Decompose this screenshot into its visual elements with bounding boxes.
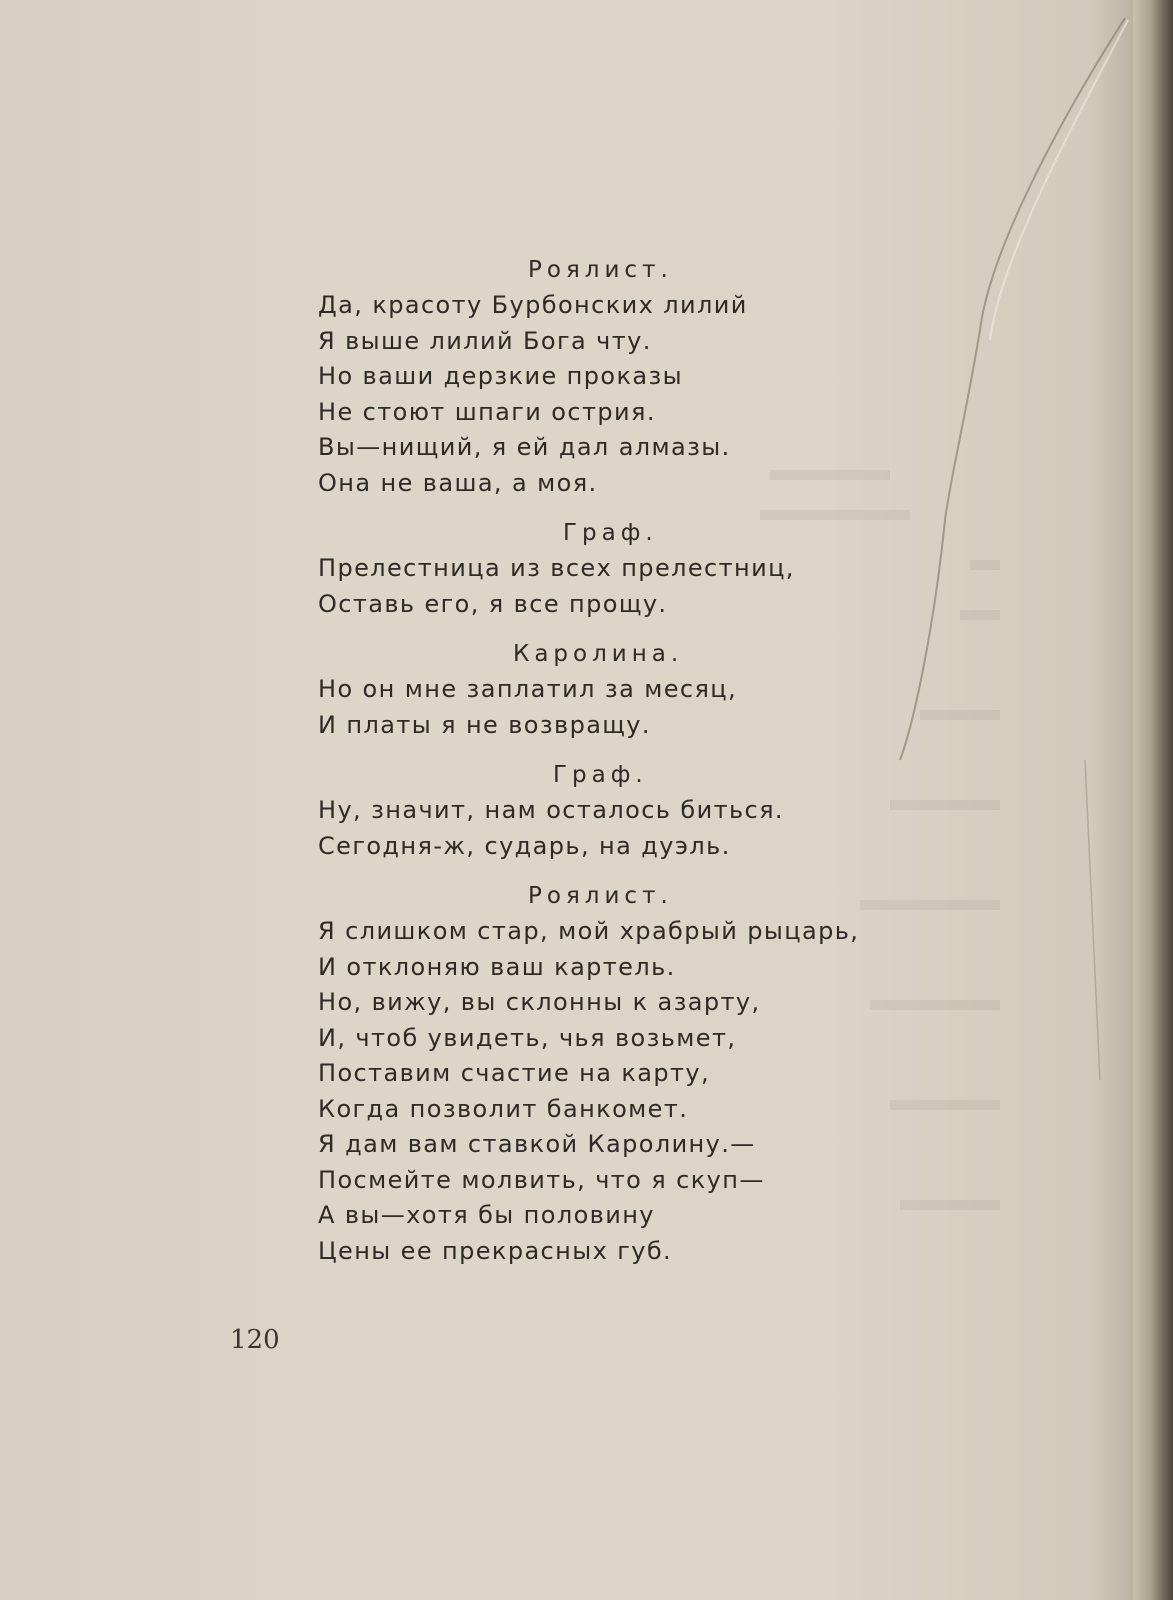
verse-line: Но, вижу, вы склонны к азарту, — [318, 988, 761, 1016]
speaker-heading: Роялист. — [528, 883, 673, 909]
verse-line: Я дам вам ставкой Каролину.— — [318, 1130, 756, 1158]
verse-line: Но ваши дерзкие проказы — [318, 362, 683, 390]
speaker-heading: Граф. — [553, 762, 648, 788]
speaker-heading: Каролина. — [513, 641, 684, 667]
verse-line: Цены ее прекрасных губ. — [318, 1236, 673, 1265]
stanza-gap — [318, 864, 918, 878]
verse-line: Она не ваша, а моя. — [318, 468, 598, 497]
verse-line: Да, красоту Бурбонских лилий — [318, 291, 748, 319]
verse-line: Когда позволит банкомет. — [318, 1094, 689, 1123]
verse-text — [318, 252, 918, 1269]
verse-line: А вы—хотя бы половину — [318, 1201, 655, 1229]
stanza-gap — [318, 622, 918, 636]
verse-line: Прелестница из всех прелестниц, — [318, 554, 795, 582]
stanza-gap — [318, 743, 918, 757]
verse-line: И платы я не возвращу. — [318, 710, 651, 739]
verse-line: Посмейте молвить, что я скуп— — [318, 1165, 765, 1194]
page-number: 120 — [230, 1325, 280, 1355]
verse-line: Вы—нищий, я ей дал алмазы. — [318, 433, 731, 461]
verse-line: Оставь его, я все прощу. — [318, 589, 668, 618]
speaker-heading: Граф. — [563, 520, 658, 546]
stanza-gap — [318, 501, 918, 515]
speaker-heading: Роялист. — [528, 257, 673, 283]
verse-line: И, чтоб увидеть, чья возьмет, — [318, 1023, 737, 1052]
verse-line: Я выше лилий Бога чту. — [318, 326, 652, 355]
verse-line: Сегодня-ж, сударь, на дуэль. — [318, 831, 731, 860]
verse-line: Ну, значит, нам осталось биться. — [318, 796, 784, 824]
verse-line: Не стоют шпаги острия. — [318, 397, 656, 426]
verse-line: И отклоняю ваш картель. — [318, 952, 676, 981]
verse-line: Я слишком стар, мой храбрый рыцарь, — [318, 917, 860, 945]
verse-line: Поставим счастие на карту, — [318, 1059, 711, 1087]
verse-line: Но он мне заплатил за месяц, — [318, 675, 738, 703]
